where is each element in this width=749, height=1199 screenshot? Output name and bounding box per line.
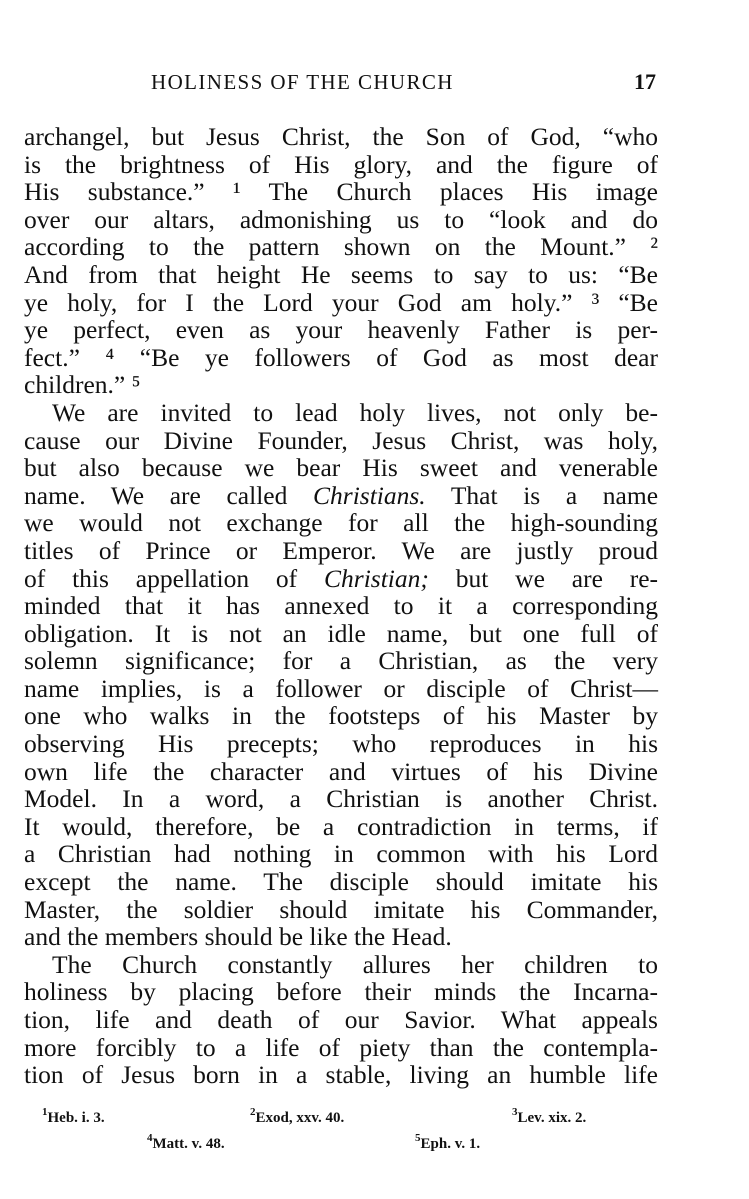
- text-line: obligation. It is not an idle name, but one full of: [24, 618, 658, 648]
- running-head: [24, 66, 656, 98]
- text-line: tion of Jesus born in a stable, living an humble life: [24, 1060, 658, 1090]
- footnote-text: Heb. i. 3.: [47, 1110, 105, 1126]
- text-line: And from that height He seems to say to us: “Be: [24, 259, 658, 289]
- text-line: Master, the soldier should imitate his Commander,: [24, 894, 658, 924]
- text-line: minded that it has annexed to it a corresponding: [24, 591, 658, 621]
- text-line: archangel, but Jesus Christ, the Son of God, “who: [24, 122, 658, 151]
- text-line: we would not exchange for all the high-sounding: [24, 508, 658, 538]
- text-segment: That is a name: [450, 480, 659, 510]
- text-line: children.” ⁵: [24, 370, 141, 400]
- text-line: name implies, is a follower or disciple of Christ—: [24, 673, 658, 703]
- body-text: [24, 123, 658, 1089]
- text-line: His substance.” ¹ The Church places His image: [24, 177, 658, 207]
- footnote-text: Lev. xix. 2.: [517, 1110, 587, 1126]
- footnote: [415, 1132, 480, 1153]
- text-line: except the name. The disciple should imitate his: [24, 867, 658, 897]
- text-line: Model. In a word, a Christian is another Christ.: [24, 784, 658, 814]
- footnote-mark: 2: [250, 1106, 256, 1118]
- footnote: [147, 1132, 225, 1153]
- text-line: ye holy, for I the Lord your God am holy.” ³ “Be: [24, 287, 658, 317]
- text-line: titles of Prince or Emperor. We are justly proud: [24, 535, 658, 565]
- italic-term-christians: Christians.: [313, 480, 426, 510]
- text-line: It would, therefore, be a contradiction in terms, if: [24, 811, 658, 841]
- footnote-mark: 1: [42, 1106, 48, 1118]
- text-line: one who walks in the footsteps of his Master by: [24, 701, 658, 731]
- text-line: but also because we bear His sweet and venerable: [24, 453, 658, 483]
- footnote: [250, 1106, 344, 1127]
- footnote-text: Exod, xxv. 40.: [255, 1110, 345, 1126]
- running-title: HOLINESS OF THE CHURCH: [151, 70, 454, 94]
- text-line: is the brightness of His glory, and the figure of: [24, 149, 658, 179]
- text-segment: name. We are called: [24, 480, 288, 510]
- footnotes: [0, 1106, 749, 1158]
- text-line: own life the character and virtues of his Divine: [24, 756, 658, 786]
- footnote: [512, 1106, 586, 1127]
- text-line: We are invited to lead holy lives, not only be-: [52, 397, 658, 427]
- text-line: observing His precepts; who reproduces in his: [24, 729, 658, 759]
- footnote: [42, 1106, 105, 1127]
- footnote-mark: 4: [147, 1132, 153, 1144]
- footnote-mark: 3: [512, 1106, 518, 1118]
- footnote-row: [0, 1132, 749, 1158]
- text-line: [24, 565, 658, 593]
- text-line: over our altars, admonishing us to “look and do: [24, 204, 658, 234]
- footnote-text: Eph. v. 1.: [420, 1136, 481, 1152]
- text-line: [24, 482, 658, 510]
- text-line: more forcibly to a life of piety than the contempla-: [24, 1032, 658, 1062]
- text-line: tion, life and death of our Savior. What appeals: [24, 1005, 658, 1034]
- text-line: cause our Divine Founder, Jesus Christ, was holy,: [24, 425, 658, 455]
- page-number: 17: [634, 69, 656, 94]
- text-line: fect.” ⁴ “Be ye followers of God as most dear: [24, 342, 658, 372]
- italic-term-christian: Christian;: [324, 563, 429, 593]
- text-line: solemn significance; for a Christian, as the very: [24, 646, 658, 676]
- text-line: according to the pattern shown on the Mount.” ²: [24, 232, 658, 262]
- text-line: The Church constantly allures her children to: [52, 949, 658, 979]
- text-line: a Christian had nothing in common with his Lord: [24, 839, 658, 869]
- text-line: and the members should be like the Head.: [24, 922, 452, 952]
- footnote-text: Matt. v. 48.: [152, 1136, 225, 1152]
- text-segment: of this appellation of: [24, 563, 298, 593]
- text-line: ye perfect, even as your heavenly Father is per-: [24, 315, 658, 345]
- footnote-mark: 5: [415, 1132, 421, 1144]
- text-segment: but we are re-: [455, 563, 659, 593]
- footnote-row: [0, 1106, 749, 1132]
- text-line: holiness by placing before their minds the Incarna-: [24, 977, 658, 1007]
